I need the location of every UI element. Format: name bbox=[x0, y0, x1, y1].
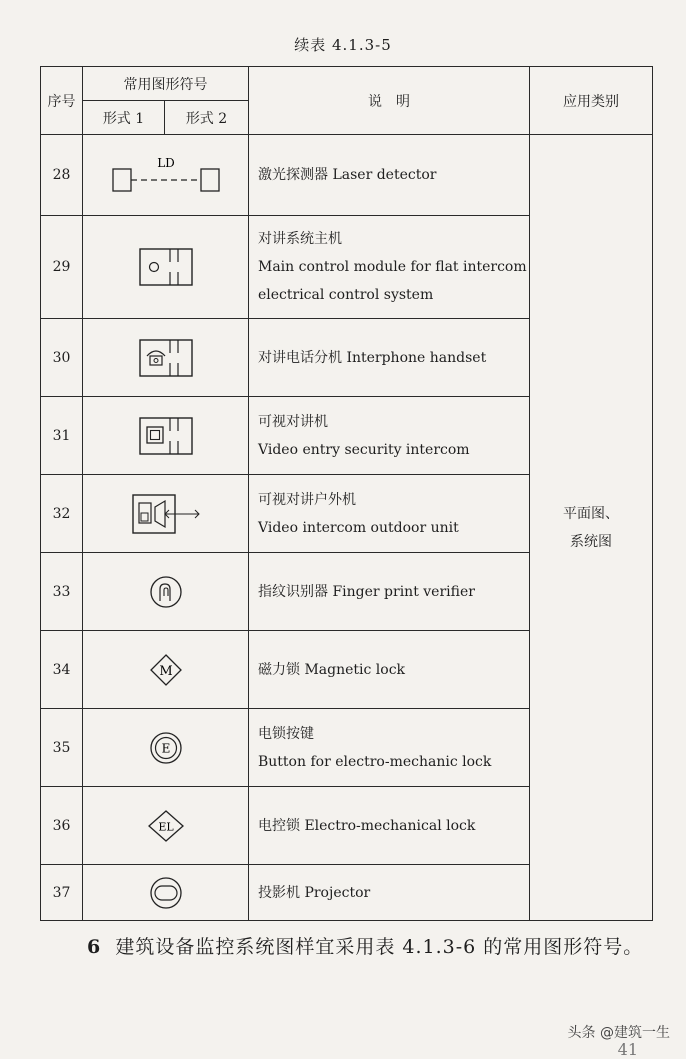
watermark: 头条 @建筑一生 bbox=[567, 1025, 670, 1041]
row-description: 投影机 Projector bbox=[249, 865, 530, 921]
paragraph-number: 6 bbox=[87, 936, 102, 958]
header-form1: 形式 1 bbox=[83, 101, 165, 135]
symbol-cell bbox=[83, 135, 249, 216]
electro-mechanic-button-icon bbox=[149, 731, 183, 765]
row-number: 29 bbox=[41, 216, 83, 319]
electro-mechanical-lock-icon bbox=[146, 808, 186, 844]
symbol-cell bbox=[83, 397, 249, 475]
symbol-table bbox=[40, 66, 653, 921]
row-number: 30 bbox=[41, 319, 83, 397]
header-seq: 序号 bbox=[41, 67, 83, 135]
em-lock-label: EL bbox=[157, 820, 174, 833]
symbol-cell bbox=[83, 553, 249, 631]
button-label: E bbox=[161, 741, 170, 755]
magnetic-lock-icon bbox=[148, 652, 184, 688]
symbol-cell bbox=[83, 216, 249, 319]
row-number: 37 bbox=[41, 865, 83, 921]
laser-detector-icon bbox=[111, 155, 221, 195]
row-description: 电锁按键 Button for electro-mechanic lock bbox=[249, 709, 530, 787]
symbol-cell bbox=[83, 319, 249, 397]
row-number: 32 bbox=[41, 475, 83, 553]
intercom-main-module-icon bbox=[138, 247, 194, 287]
video-entry-intercom-icon bbox=[138, 416, 194, 456]
symbol-cell bbox=[83, 709, 249, 787]
row-description: 指纹识别器 Finger print verifier bbox=[249, 553, 530, 631]
interphone-handset-icon bbox=[138, 338, 194, 378]
header-symbols: 常用图形符号 bbox=[83, 67, 249, 101]
row-description: 可视对讲户外机 Video intercom outdoor unit bbox=[249, 475, 530, 553]
row-number: 28 bbox=[41, 135, 83, 216]
row-description: 激光探测器 Laser detector bbox=[249, 135, 530, 216]
symbol-cell bbox=[83, 475, 249, 553]
row-description: 电控锁 Electro-mechanical lock bbox=[249, 787, 530, 865]
symbol-cell bbox=[83, 631, 249, 709]
row-number: 36 bbox=[41, 787, 83, 865]
row-number: 31 bbox=[41, 397, 83, 475]
projector-icon bbox=[146, 875, 186, 911]
header-form2: 形式 2 bbox=[165, 101, 249, 135]
laser-detector-label: LD bbox=[156, 156, 175, 170]
row-description: 对讲系统主机 Main control module for flat intercom electrical control system bbox=[249, 216, 530, 319]
category-cell: 平面图、 系统图 bbox=[530, 135, 653, 921]
body-paragraph bbox=[40, 930, 660, 964]
row-number: 34 bbox=[41, 631, 83, 709]
row-description: 对讲电话分机 Interphone handset bbox=[249, 319, 530, 397]
row-description: 可视对讲机 Video entry security intercom bbox=[249, 397, 530, 475]
table-title: 续表 4.1.3-5 bbox=[294, 36, 392, 54]
video-intercom-outdoor-icon bbox=[131, 493, 201, 535]
symbol-cell bbox=[83, 787, 249, 865]
magnetic-lock-label: M bbox=[158, 663, 173, 679]
page-number: 41 bbox=[617, 1040, 638, 1059]
header-category: 应用类别 bbox=[530, 67, 653, 135]
row-number: 33 bbox=[41, 553, 83, 631]
row-description: 磁力锁 Magnetic lock bbox=[249, 631, 530, 709]
fingerprint-verifier-icon bbox=[148, 574, 184, 610]
header-desc: 说 明 bbox=[249, 67, 530, 135]
table-row bbox=[41, 135, 653, 216]
paragraph-text: 建筑设备监控系统图样宜采用表 4.1.3-6 的常用图形符号。 bbox=[115, 936, 644, 958]
symbol-cell bbox=[83, 865, 249, 921]
row-number: 35 bbox=[41, 709, 83, 787]
